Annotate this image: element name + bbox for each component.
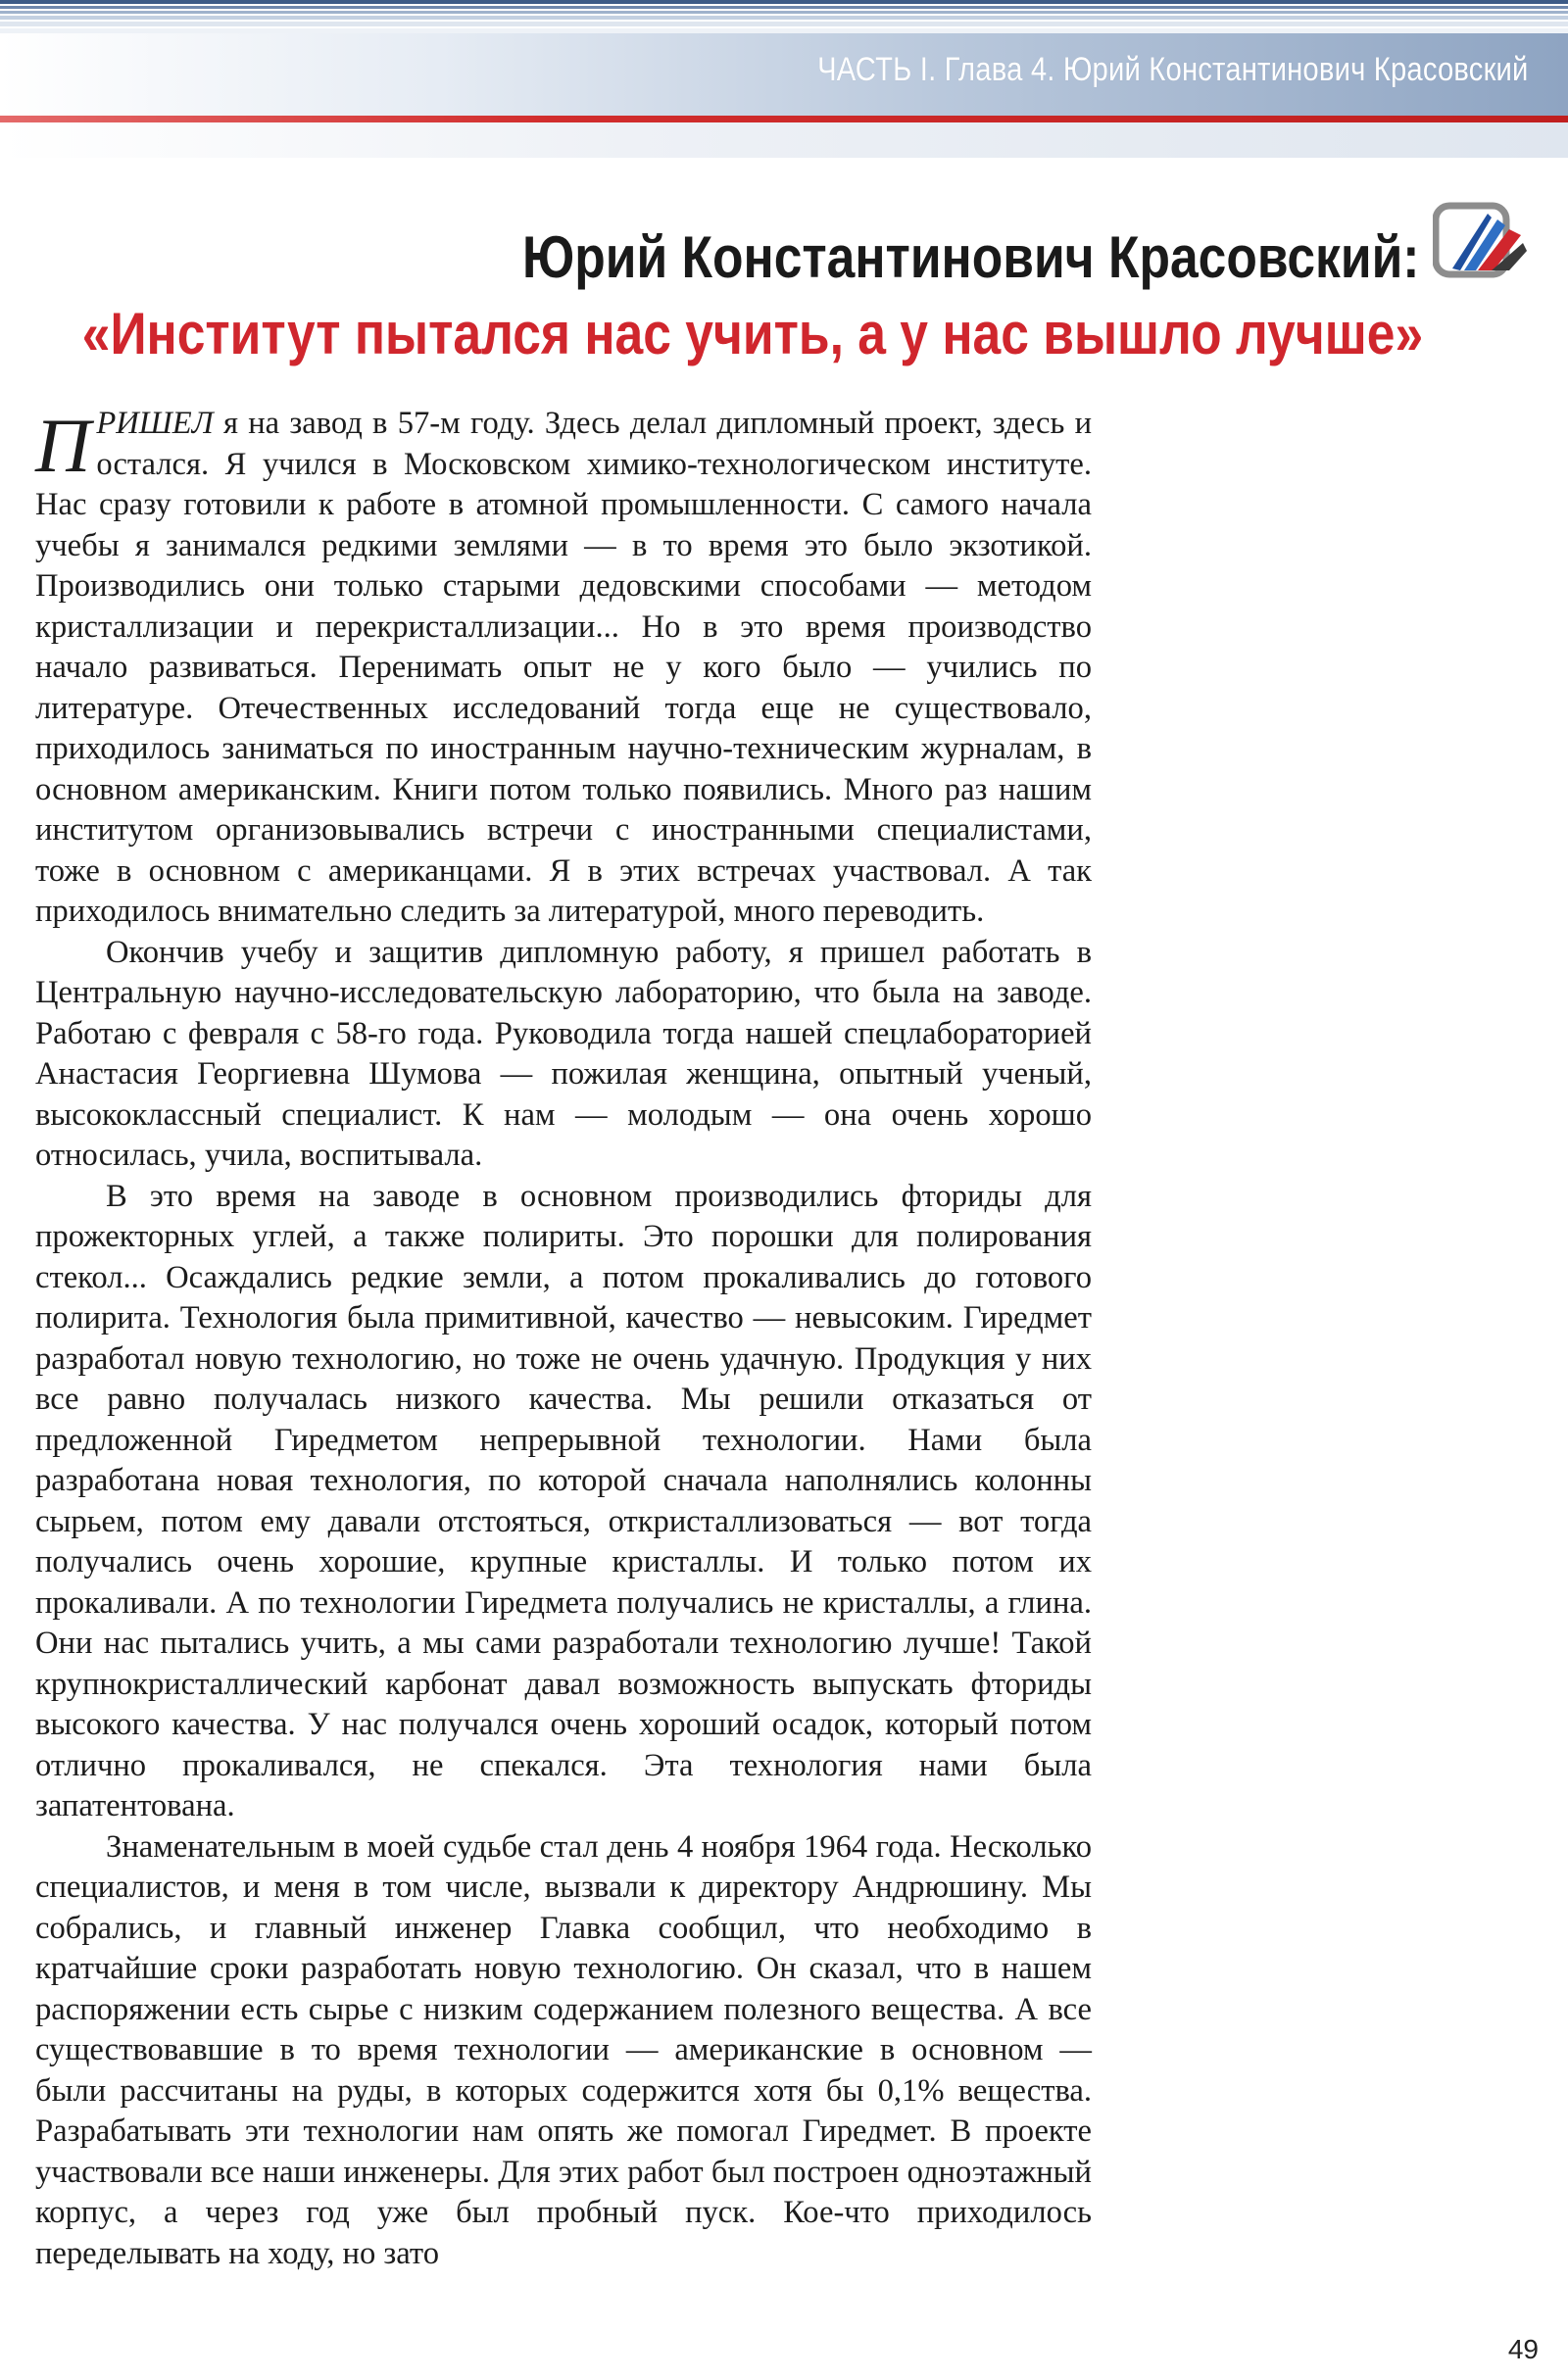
article-subtitle: «Институт пытался нас учить, а у нас вышло лучше» xyxy=(81,301,1423,366)
paragraph-text: я на завод в 57-м году. Здесь делал дипломный проект, здесь и остался. Я учился в Московском химико-технологическом институте. Нас сразу готовили к работе в атомной промышленности. С самого начала учебы я занимался редкими землями — в то время это было экзотикой. Производились они только старыми дедовскими способами — методом кристаллизации и перекристаллизации... Но в это время производство начало развиваться. Перенимать опыт не у кого было — учились по литературе. Отечественных исследований тогда еще не существовало, приходилось заниматься по иностранным научно-техническим журналам, в основном американским. Книги потом только появились. Много раз нашим институтом организовывались встречи с иностранными специалистами, тоже в основном с американцами. Я в этих встречах участвовал. А так приходилось внимательно следить за литературой, много переводить. xyxy=(35,406,1092,929)
article-body xyxy=(35,404,1092,2274)
header-red-rule xyxy=(0,116,1568,122)
paragraph: Знаменательным в моей судьбе стал день 4 ноября 1964 года. Несколько специалистов, и меня в том числе, вызвали к директору Андрюшину. Мы собрались, и главный инженер Главка сообщил, что необходимо в кратчайшие сроки разработать новую технологию. Он сказал, что в нашем распоряжении есть сырье с низким содержанием полезного вещества. А все существовавшие в то время технологии — американские в основном — были рассчитаны на руды, в которых содержится хотя бы 0,1% вещества. Разрабатывать эти технологии нам опять же помогал Гиредмет. В проекте участвовали все наши инженеры. Для этих работ был построен одноэтажный корпус, а через год уже был пробный пуск. Кое-что приходилось переделывать на ходу, но зато xyxy=(35,1828,1092,2271)
lead-word: РИШЕЛ xyxy=(96,406,214,441)
paragraph: В это время на заводе в основном производились фториды для прожекторных углей, а также полириты. Это порошки для полирования стекол... Осаждались редкие земли, а потом прокаливались до готового полирита. Технология была примитивной, качество — невысоким. Гиредмет разработал новую технологию, но тоже не очень удачную. Продукция у них все равно получалась низкого качества. Мы решили отказаться от предложенной Гиредметом непрерывной технологии. Нами была разработана новая технология, по которой сначала наполнялись колонны сырьем, потом ему давали отстояться, откристаллизоваться — вот тогда получались очень хорошие, крупные кристаллы. И только потом их прокаливали. А по технологии Гиредмета получались не кристаллы, а глина. Они нас пытались учить, а мы сами разработали технологию лучше! Такой крупнокристаллический карбонат давал возможность выпускать фториды высокого качества. У нас получался очень хороший осадок, который потом отлично прокаливался, не спекался. Эта технология нами была запатентована. xyxy=(35,1178,1092,1823)
running-title: ЧАСТЬ I. Глава 4. Юрий Константинович Красовский xyxy=(817,51,1529,88)
paragraph xyxy=(35,404,1092,933)
drop-cap: П xyxy=(35,403,91,488)
publisher-logo-icon xyxy=(1433,196,1527,280)
article-title: Юрий Константинович Красовский: xyxy=(521,224,1419,290)
paragraph: Окончив учебу и защитив дипломную работу, я пришел работать в Центральную научно-исследовательскую лабораторию, что была на заводе. Работаю с февраля с 58-го года. Руководила тогда нашей спецлабораторией Анастасия Георгиевна Шумова — пожилая женщина, опытный ученый, высококлассный специалист. К нам — молодым — она очень хорошо относилась, учила, воспитывала. xyxy=(35,934,1092,1173)
page-number: 49 xyxy=(1507,2334,1539,2364)
header-underband xyxy=(0,122,1568,158)
header-stripes xyxy=(0,0,1568,33)
